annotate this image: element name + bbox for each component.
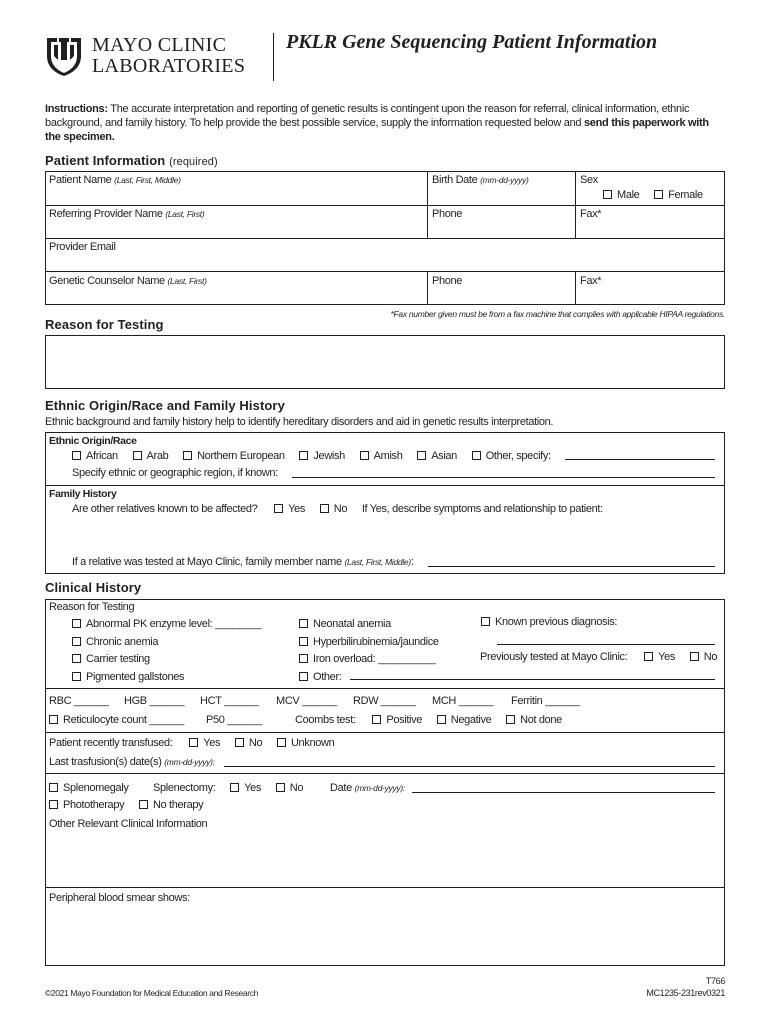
yes-label: Yes [244,782,262,794]
checkbox-icon [189,738,198,747]
known-diagnosis-input[interactable] [497,644,715,645]
referring-provider-field[interactable] [49,208,204,220]
unknown-label: Unknown [290,737,335,749]
rbc-field[interactable]: RBC ______ [49,695,109,707]
negative-label: Negative [450,714,492,726]
other-ethnic-label: Other, specify: [485,450,551,462]
instructions-label: Instructions: [45,103,108,115]
checkbox-icon [276,783,285,792]
other-ethnic-input[interactable] [565,459,715,460]
coombs-negative-option[interactable] [437,714,492,726]
p50-field[interactable]: P50 ______ [206,714,262,726]
not-done-label: Not done [520,714,562,726]
counselor-fax-field[interactable]: Fax* [580,275,602,287]
splenectomy-row [153,782,315,794]
checkbox-icon [299,619,308,628]
neonatal-anemia-label: Neonatal anemia [313,618,391,630]
pigmented-gallstones-option[interactable] [72,669,261,687]
phone-field[interactable]: Phone [432,208,463,220]
header-divider [273,33,274,81]
checkbox-icon [139,800,148,809]
male-option[interactable] [603,189,639,201]
jewish-option[interactable] [299,450,345,462]
family-history-label: Family History [49,488,117,500]
colon: : [410,556,414,568]
referring-provider-hint: (Last, First) [165,209,205,219]
checkbox-icon [506,715,515,724]
checkbox-icon [183,451,192,460]
splenectomy-no-option[interactable] [276,782,303,794]
mch-field[interactable]: MCH ______ [432,695,494,707]
arab-option[interactable] [133,450,169,462]
checkbox-icon [690,652,699,661]
jewish-label: Jewish [313,450,345,462]
reticulocyte-label: Reticulocyte count ______ [63,714,184,726]
transfused-label: Patient recently transfused: [49,737,173,749]
northern-european-label: Northern European [197,450,285,462]
form-id: T766 [705,976,725,986]
relative-tested-label: If a relative was tested at Mayo Clinic, family member name [72,556,342,568]
prev-tested-yes-option[interactable] [644,651,675,663]
hct-field[interactable]: HCT ______ [200,695,259,707]
required-note: (required) [169,156,218,168]
page-title: PKLR Gene Sequencing Patient Information [286,31,658,53]
copyright: ©2021 Mayo Foundation for Medical Education and Research [45,988,258,998]
hgb-field[interactable]: HGB ______ [124,695,185,707]
other-reason-input[interactable] [350,679,715,680]
counselor-label: Genetic Counselor Name [49,275,165,287]
last-transfusion-label [49,756,215,768]
referring-provider-label: Referring Provider Name [49,208,163,220]
other-clinical-info-label: Other Relevant Clinical Information [49,818,208,830]
checkbox-icon [72,451,81,460]
instructions-text [45,102,725,144]
splenectomy-date-label [330,782,405,794]
ferritin-field[interactable]: Ferritin ______ [511,695,580,707]
rdw-field[interactable]: RDW ______ [353,695,416,707]
hyperbilirubinemia-option[interactable] [299,634,439,652]
pigmented-gallstones-label: Pigmented gallstones [86,670,185,683]
checkbox-icon [360,451,369,460]
last-transfusion-hint: (mm-dd-yyyy): [164,757,215,767]
relative-tested-row [72,556,414,568]
checkbox-icon [299,672,308,681]
amish-option[interactable] [360,450,403,462]
coombs-label: Coombs test: [295,714,356,726]
checkbox-icon [644,652,653,661]
checkbox-icon [299,654,308,663]
transfused-unknown-option[interactable] [277,737,334,749]
splenectomy-label: Splenectomy: [153,782,216,794]
phototherapy-label: Phototherapy [63,799,125,811]
specify-region-input[interactable] [292,477,715,478]
clinical-reason-label: Reason for Testing [49,601,135,613]
date-hint: (mm-dd-yyyy): [354,783,405,793]
checkbox-icon [603,190,612,199]
positive-label: Positive [386,714,423,726]
other-ethnic-option[interactable] [472,450,551,462]
abnormal-pk-label: Abnormal PK enzyme level: ________ [86,618,262,630]
phototherapy-option[interactable] [49,799,124,811]
female-label: Female [668,189,703,201]
checkbox-icon [299,451,308,460]
amish-label: Amish [373,450,403,462]
checkbox-icon [437,715,446,724]
abnormal-pk-option[interactable] [72,616,261,634]
hyperbilirubinemia-label: Hyperbilirubinemia/jaundice [313,635,439,648]
iron-overload-label: Iron overload: __________ [313,653,436,665]
clinical-heading: Clinical History [45,580,142,595]
arab-label: Arab [146,450,169,462]
mcv-field[interactable]: MCV ______ [276,695,337,707]
ethnic-heading: Ethnic Origin/Race and Family History [45,398,285,413]
male-label: Male [617,189,640,201]
relatives-affected-row [72,503,603,515]
therapy-row [49,799,215,811]
clinical-col2 [299,616,439,686]
patient-name-field[interactable] [49,174,181,186]
transfused-yes-option[interactable] [189,737,220,749]
blood-smear-label: Peripheral blood smear shows: [49,892,190,904]
checkbox-icon [299,637,308,646]
checkbox-icon [49,783,58,792]
checkbox-icon [481,617,490,626]
genetic-counselor-field[interactable] [49,275,207,287]
splenomegaly-label: Splenomegaly [63,782,129,794]
fax-field[interactable]: Fax* [580,208,602,220]
checkbox-icon [72,619,81,628]
coombs-positive-option[interactable] [372,714,422,726]
instructions-body: The accurate interpretation and reporting of genetic results is contingent upon the reason for referral, clinical information, ethnic background, and family history. To help provide the best possible service, supply the information requested below and [45,103,690,129]
patient-info-title: Patient Information [45,153,166,168]
checkbox-icon [372,715,381,724]
provider-email-field[interactable]: Provider Email [49,241,116,253]
relatives-yes-option[interactable] [274,503,305,515]
chronic-anemia-option[interactable] [72,634,261,652]
birth-date-hint: (mm-dd-yyyy) [480,175,529,185]
last-transfusion-text: Last trasfusion(s) date(s) [49,756,162,768]
checkbox-icon [49,800,58,809]
logo-text-line2: LABORATORIES [92,55,246,77]
reticulocyte-option[interactable] [49,714,184,726]
birth-date-label: Birth Date [432,174,478,186]
reason-text-area[interactable] [45,335,725,389]
counselor-hint: (Last, First) [167,276,207,286]
birth-date-field[interactable] [432,174,528,186]
coombs-row [295,714,574,726]
counselor-phone-field[interactable]: Phone [432,275,463,287]
checkbox-icon [72,637,81,646]
other-clinical-info-area[interactable] [46,832,724,886]
relative-name-input[interactable] [428,566,715,567]
no-label: No [248,737,263,749]
checkbox-icon [235,738,244,747]
african-option[interactable] [72,450,118,462]
known-diagnosis-option[interactable] [481,616,617,628]
checkbox-icon [72,672,81,681]
neonatal-anemia-option[interactable] [299,616,439,634]
no-therapy-option[interactable] [139,799,203,811]
yes-label: Yes [288,503,306,515]
checkbox-icon [230,783,239,792]
checkbox-icon [49,715,58,724]
coombs-not-done-option[interactable] [506,714,562,726]
no-therapy-label: No therapy [152,799,204,811]
yes-label: Yes [658,651,676,663]
date-label: Date [330,782,352,794]
female-option[interactable] [654,189,703,201]
carrier-testing-label: Carrier testing [86,653,150,665]
splenomegaly-option[interactable] [49,782,129,794]
no-label: No [333,503,348,515]
patient-info-heading [45,153,218,168]
iron-overload-option[interactable] [299,651,439,669]
ethnic-subtext: Ethnic background and family history help to identify hereditary disorders and aid in genetic results interpretation. [45,416,554,428]
carrier-testing-option[interactable] [72,651,261,669]
checkbox-icon [472,451,481,460]
mayo-shield-logo-icon [45,36,83,76]
patient-name-hint: (Last, First, Middle) [114,175,181,185]
revision-code: MC1235-231rev0321 [646,988,725,998]
sex-options [603,189,715,201]
splenectomy-yes-option[interactable] [230,782,261,794]
yes-label: Yes [203,737,221,749]
asian-option[interactable] [417,450,457,462]
ethnic-origin-label: Ethnic Origin/Race [49,435,137,447]
relatives-question: Are other relatives known to be affected? [72,503,258,515]
specify-region-label: Specify ethnic or geographic region, if known: [72,467,278,479]
prev-tested-no-option[interactable] [690,651,717,663]
transfused-no-option[interactable] [235,737,262,749]
asian-label: Asian [431,450,457,462]
previously-tested-label: Previously tested at Mayo Clinic: [480,651,628,663]
no-label: No [703,651,718,663]
other-reason-label: Other: [313,670,342,683]
no-label: No [289,782,304,794]
known-diagnosis-label: Known previous diagnosis: [495,616,618,628]
previously-tested-row [480,651,717,663]
relative-tested-hint: (Last, First, Middle) [344,557,411,567]
checkbox-icon [274,504,283,513]
checkbox-icon [320,504,329,513]
patient-name-label: Patient Name [49,174,112,186]
describe-label: If Yes, describe symptoms and relationship to patient: [361,503,603,515]
logo-text-line1: MAYO CLINIC [92,34,227,56]
checkbox-icon [72,654,81,663]
ethnic-options-row [72,450,563,462]
fax-note: *Fax number given must be from a fax machine that complies with applicable HIPAA regulations. [390,309,725,319]
checkbox-icon [133,451,142,460]
transfused-row [49,737,346,749]
reason-heading: Reason for Testing [45,317,164,332]
clinical-col1 [72,616,261,686]
last-transfusion-input[interactable] [224,766,715,767]
blood-smear-area[interactable] [46,906,724,965]
chronic-anemia-label: Chronic anemia [86,635,159,648]
northern-european-option[interactable] [183,450,285,462]
checkbox-icon [277,738,286,747]
african-label: African [86,450,118,462]
relatives-no-option[interactable] [320,503,347,515]
splenectomy-date-input[interactable] [412,792,715,793]
checkbox-icon [417,451,426,460]
sex-label: Sex [580,174,598,186]
checkbox-icon [654,190,663,199]
other-reason-option[interactable] [299,669,439,687]
instructions-emphasis: send this paperwork with the specimen. [45,117,709,143]
